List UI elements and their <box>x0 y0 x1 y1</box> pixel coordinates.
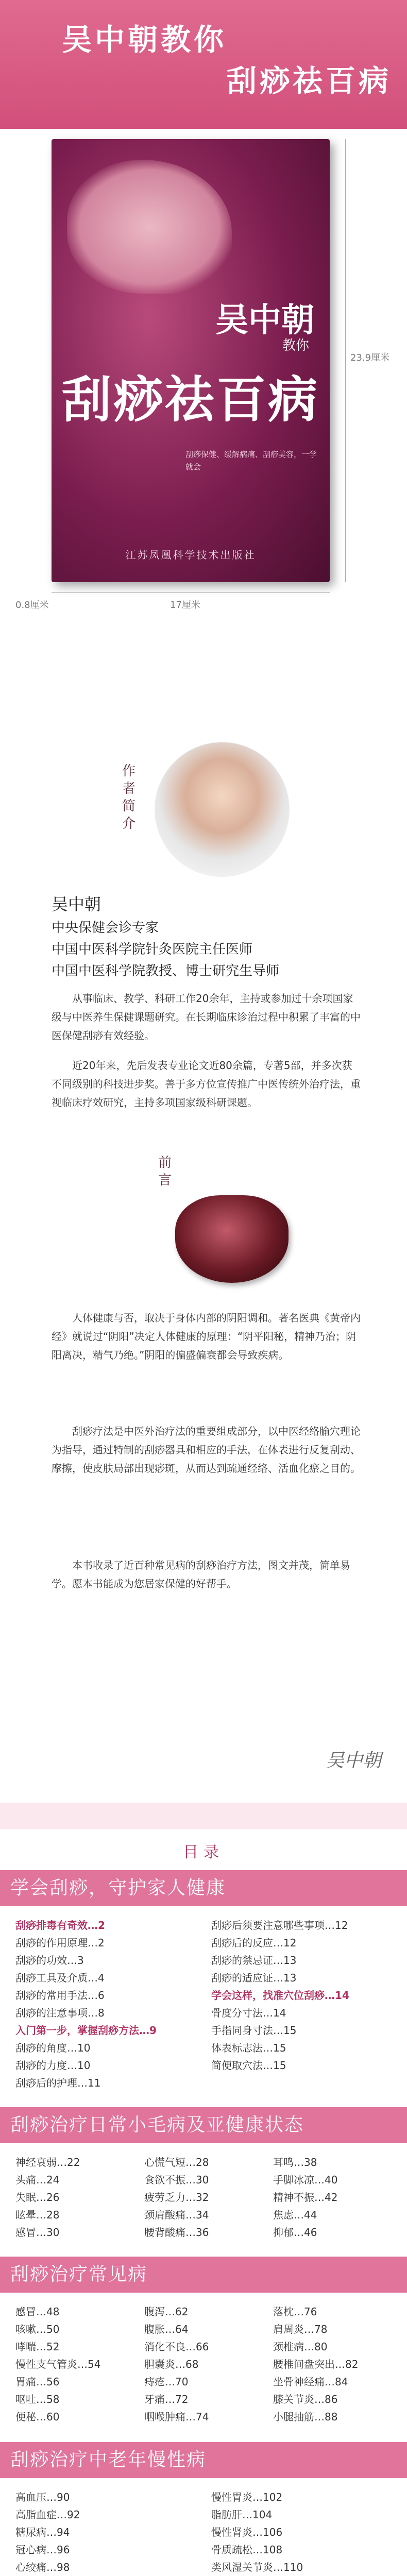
toc-section-4 <box>0 2442 407 2478</box>
toc-entry: 高脂血症…92 <box>15 2509 80 2521</box>
toc-entry: 刮痧后的护理…11 <box>15 2077 101 2089</box>
toc-s1-left <box>15 1917 201 2092</box>
book-cover <box>52 139 330 582</box>
toc-section-title: 刮痧治疗日常小毛病及亚健康状态 <box>10 2114 304 2136</box>
toc-entry: 焦虑…44 <box>273 2209 317 2221</box>
toc-entry: 刮痧的功效…3 <box>15 1954 84 1967</box>
toc-entry: 头痛…24 <box>15 2174 60 2186</box>
width-dimension: 17厘米 <box>170 600 200 611</box>
toc-section-2 <box>0 2107 407 2143</box>
height-dimension-line <box>345 139 346 582</box>
toc-entry: 腰椎间盘突出…82 <box>273 2358 359 2370</box>
toc-entry: 感冒…48 <box>15 2306 60 2318</box>
author-titles <box>52 917 279 982</box>
toc-entry: 腹泻…62 <box>144 2306 189 2318</box>
author-name: 吴中朝 <box>52 894 101 914</box>
toc-entry: 类风湿关节炎…110 <box>211 2561 303 2573</box>
cover-role: 教你 <box>282 338 309 353</box>
toc-entry: 抑郁…46 <box>273 2226 317 2239</box>
toc-s2-c <box>273 2154 397 2241</box>
toc-entry: 消化不良…66 <box>144 2341 209 2353</box>
toc-entry: 膝关节炎…86 <box>273 2393 338 2405</box>
toc-entry: 食欲不振…30 <box>144 2174 209 2186</box>
toc-entry: 失眠…26 <box>15 2191 60 2204</box>
toc-entry: 手指同身寸法…15 <box>211 2024 297 2037</box>
toc-entry: 入门第一步，掌握刮痧方法…9 <box>15 2024 157 2037</box>
toc-entry: 刮痧后的反应…12 <box>211 1937 297 1949</box>
author-section <box>0 721 407 1056</box>
cover-title: 刮痧祛百病 <box>62 370 319 429</box>
toc-entry: 颈椎病…80 <box>273 2341 328 2353</box>
foreword-section <box>0 1133 407 1803</box>
toc-entry: 哮喘…52 <box>15 2341 60 2353</box>
toc-section-3 <box>0 2257 407 2293</box>
toc-label: 目录 <box>183 1843 224 1861</box>
toc-entry: 胆囊炎…68 <box>144 2358 199 2370</box>
toc-entry: 刮痧的角度…10 <box>15 2042 91 2054</box>
cover-author: 吴中朝 <box>215 301 314 340</box>
cover-publisher: 江苏凤凰科学技术出版社 <box>125 549 256 561</box>
toc-entry: 小腿抽筋…88 <box>273 2411 338 2423</box>
toc-entry: 慢性支气管炎…54 <box>15 2358 101 2370</box>
height-dimension: 23.9厘米 <box>350 352 390 363</box>
toc-entry: 刮痧的作用原理…2 <box>15 1937 105 1949</box>
author-title: 中国中医科学院教授、博士研究生导师 <box>52 963 280 979</box>
toc-entry: 慢性肾炎…106 <box>211 2526 283 2538</box>
author-title: 中国中医科学院针灸医院主任医师 <box>52 942 253 957</box>
toc-entry: 便秘…60 <box>15 2411 60 2423</box>
toc-entry: 疲劳乏力…32 <box>144 2191 209 2204</box>
toc-entry: 刮痧的力度…10 <box>15 2059 91 2072</box>
foreword-paragraph-3: 本书收录了近百种常见病的刮痧治疗方法，图文并茂，简单易学。愿本书能成为您居家保健的好帮手。 <box>52 1559 350 1590</box>
toc-entry: 手脚冰凉…40 <box>273 2174 338 2186</box>
toc-entry: 腹胀…64 <box>144 2323 189 2335</box>
toc-entry: 呕吐…58 <box>15 2393 60 2405</box>
book-cover-section <box>0 129 407 721</box>
toc-entry: 落枕…76 <box>273 2306 317 2318</box>
toc-entry: 简便取穴法…15 <box>211 2059 286 2072</box>
depth-dimension: 0.8厘米 <box>15 600 49 611</box>
author-title: 中央保健会诊专家 <box>52 920 159 936</box>
toc-entry: 骨度分寸法…14 <box>211 2007 286 2019</box>
toc-section-title: 刮痧治疗中老年慢性病 <box>10 2449 207 2470</box>
toc-entry: 神经衰弱…22 <box>15 2156 80 2168</box>
toc-entry: 刮痧的注意事项…8 <box>15 2007 105 2019</box>
toc-entry: 学会这样，找准穴位刮痧…14 <box>211 1989 349 2002</box>
toc-entry: 刮痧工具及介质…4 <box>15 1972 105 1984</box>
foreword-signature: 吴中朝 <box>325 1750 381 1771</box>
toc-entry: 体表标志法…15 <box>211 2042 286 2054</box>
toc-entry: 颈肩酸痛…34 <box>144 2209 209 2221</box>
toc-section <box>0 1829 407 2576</box>
toc-entry: 心慌气短…28 <box>144 2156 209 2168</box>
toc-entry: 腰背酸痛…36 <box>144 2226 209 2239</box>
toc-entry: 刮痧排毒有奇效…2 <box>15 1919 105 1931</box>
toc-entry: 耳鸣…38 <box>273 2156 317 2168</box>
header-title-line2: 刮痧祛百病 <box>227 63 392 98</box>
toc-entry: 肩周炎…78 <box>273 2323 328 2335</box>
foreword-label: 前言 <box>158 1155 172 1188</box>
header-title-line1: 吴中朝教你 <box>62 22 227 57</box>
toc-entry: 脂肪肝…104 <box>211 2509 273 2521</box>
author-photo <box>155 742 290 877</box>
toc-s2-a <box>15 2154 139 2241</box>
toc-entry: 糖尿病…94 <box>15 2526 70 2538</box>
toc-entry: 精神不振…42 <box>273 2191 338 2204</box>
toc-entry: 刮痧的禁忌证…13 <box>211 1954 297 1967</box>
cover-subtitle: 刮痧保健、缓解病痛、刮痧美容，一学就会 <box>185 450 317 471</box>
toc-entry: 刮痧的适应证…13 <box>211 1972 297 1984</box>
toc-section-title: 学会刮痧，守护家人健康 <box>10 1877 226 1899</box>
toc-s3-b <box>144 2303 268 2426</box>
toc-entry: 慢性胃炎…102 <box>211 2491 283 2503</box>
toc-entry: 心绞痛…98 <box>15 2561 70 2573</box>
toc-entry: 骨质疏松…108 <box>211 2544 283 2556</box>
toc-s2-b <box>144 2154 268 2241</box>
toc-entry: 坐骨神经痛…84 <box>273 2376 348 2388</box>
toc-entry: 刮痧的常用手法…6 <box>15 1989 105 2002</box>
toc-s3-c <box>273 2303 397 2426</box>
author-label: 作者简介 <box>122 764 135 832</box>
toc-entry: 冠心病…96 <box>15 2544 70 2556</box>
gua-sha-tool-image <box>175 1195 289 1283</box>
toc-s1-right <box>211 1917 397 2074</box>
toc-section-1 <box>0 1870 407 1906</box>
toc-section-title: 刮痧治疗常见病 <box>10 2264 148 2285</box>
toc-entry: 痔疮…70 <box>144 2376 189 2388</box>
toc-s4-a <box>15 2488 201 2576</box>
toc-s4-b <box>211 2488 397 2576</box>
toc-entry: 感冒…30 <box>15 2226 60 2239</box>
foreword-paragraph-2: 刮痧疗法是中医外治疗法的重要组成部分，以中医经络腧穴理论为指导，通过特制的刮痧器具和相应的手法，在体表进行反复刮动、摩擦，使皮肤局部出现痧斑，从而达到疏通经络、活血化瘀之目的。 <box>52 1425 361 1475</box>
toc-entry: 高血压…90 <box>15 2491 70 2503</box>
toc-entry: 咳嗽…50 <box>15 2323 60 2335</box>
author-bio-2: 近20年来，先后发表专业论文近80余篇，专著5部，并多次获不同级别的科技进步奖。善于多方位宣传推广中医传统外治疗法，重视临床疗效研究，主持多项国家级科研课题。 <box>52 1059 361 1109</box>
header-banner <box>0 0 407 129</box>
toc-entry: 眩晕…28 <box>15 2209 60 2221</box>
toc-entry: 胃痛…56 <box>15 2376 60 2388</box>
toc-s3-a <box>15 2303 139 2426</box>
width-dimension-line <box>52 592 330 593</box>
toc-entry: 牙痛…72 <box>144 2393 189 2405</box>
toc-entry: 刮痧后须要注意哪些事项…12 <box>211 1919 348 1931</box>
foreword-paragraph-1: 人体健康与否，取决于身体内部的阴阳调和。著名医典《黄帝内经》就说过“阴阳”决定人体健康的原理：“阴平阳秘，精神乃治；阴阳离决，精气乃绝。”阴阳的偏盛偏衰都会导致疾病。 <box>52 1312 361 1361</box>
author-bio-1: 从事临床、教学、科研工作20余年，主持或参加过十余项国家级与中医养生保健课题研究。在长期临床诊治过程中积累了丰富的中医保健刮痧有效经验。 <box>52 992 361 1042</box>
hand-photo <box>67 160 232 294</box>
toc-entry: 咽喉肿痛…74 <box>144 2411 209 2423</box>
